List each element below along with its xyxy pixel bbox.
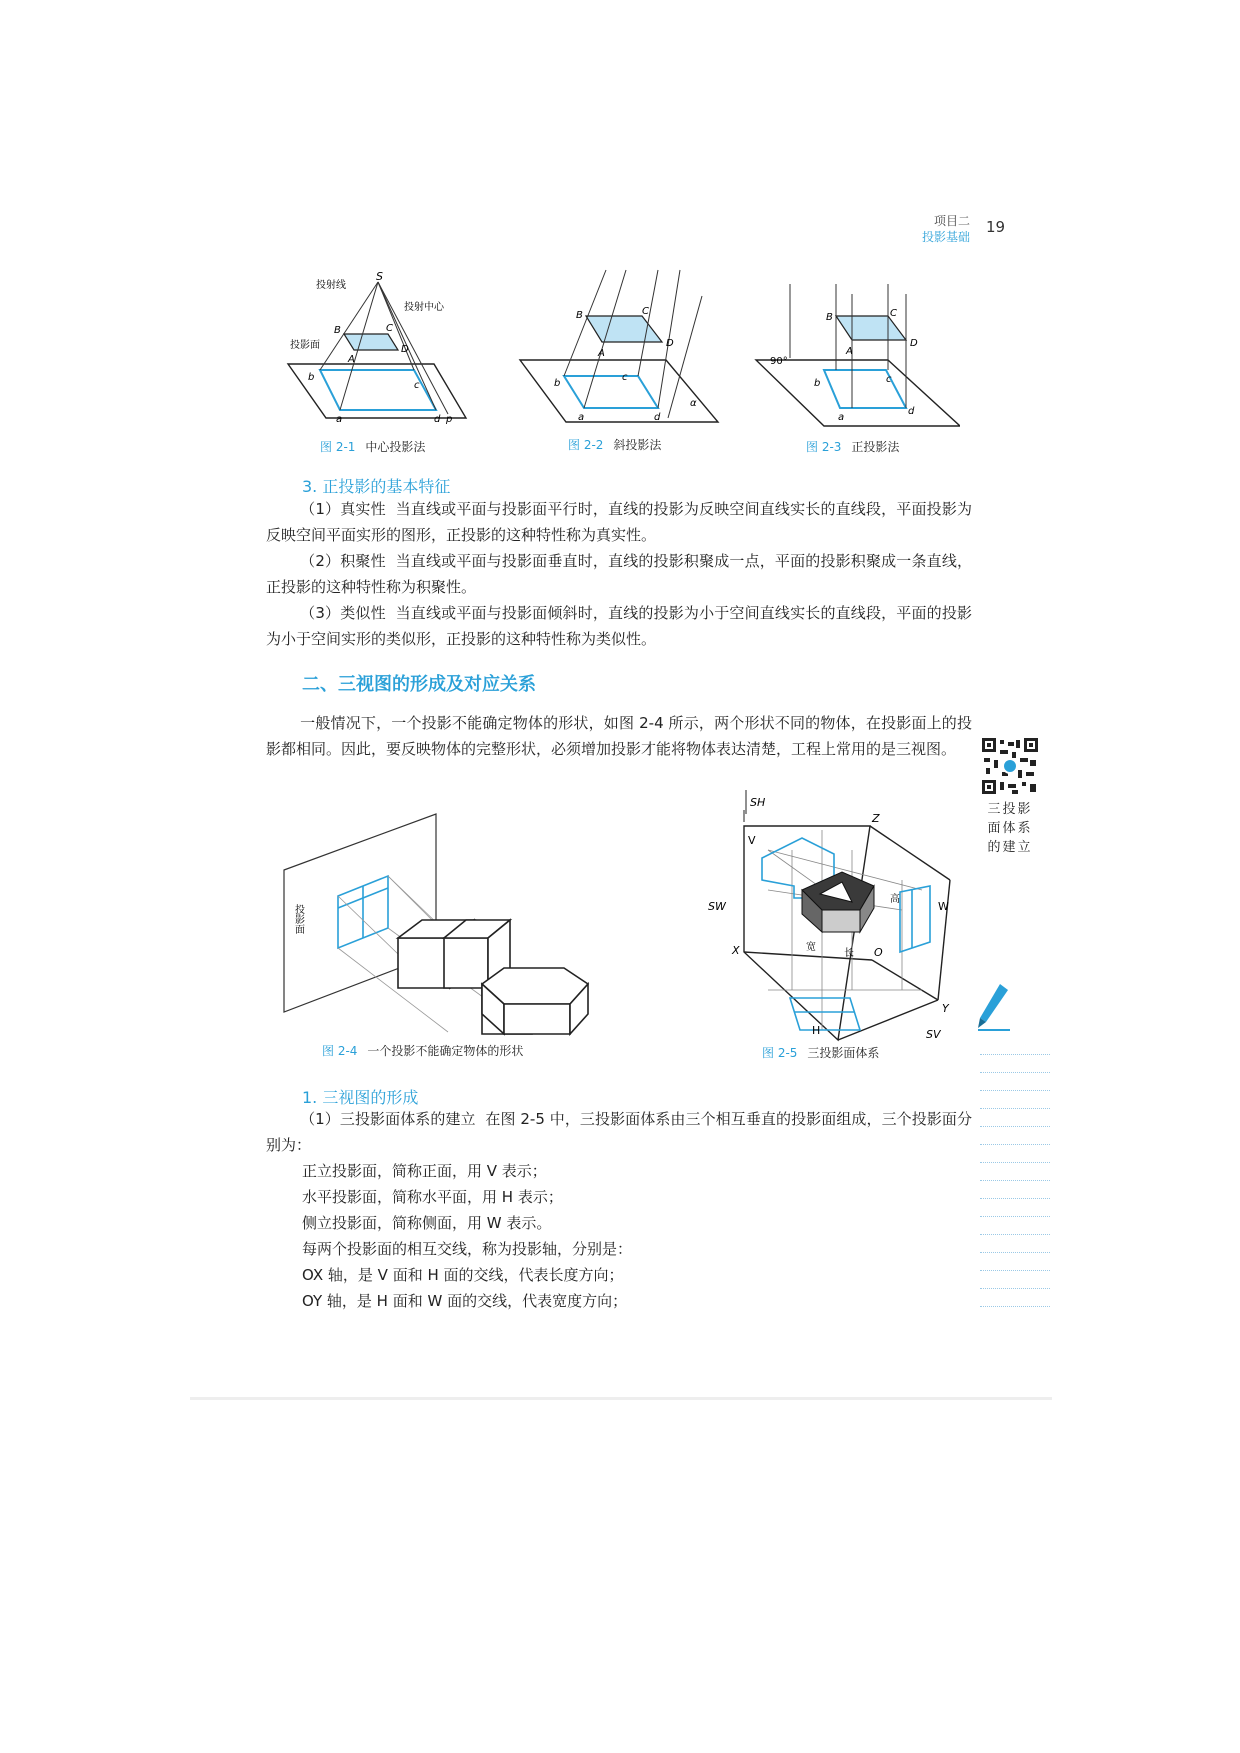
note-line xyxy=(980,1072,1050,1073)
fig2-label-D: D xyxy=(666,338,674,349)
caption-figure-2-5 xyxy=(762,1044,879,1061)
caption-figure-2-4 xyxy=(322,1042,523,1059)
list-item: 侧立投影面，简称侧面，用 W 表示。 xyxy=(302,1214,552,1232)
fig2-label-d: d xyxy=(654,412,661,423)
section-3-title: 3. 正投影的基本特征 xyxy=(302,477,451,496)
header-title: 投影基础 xyxy=(922,230,971,244)
caption-fig1-text: 中心投影法 xyxy=(365,440,426,454)
section-two-intro xyxy=(266,710,972,762)
list-item: OX 轴，是 V 面和 H 面的交线，代表长度方向； xyxy=(302,1266,624,1284)
fig3-label-D: D xyxy=(910,338,918,349)
fig3-label-d: d xyxy=(908,406,915,417)
fig4-plane-label: 投影面 xyxy=(292,904,304,934)
item2-term: （2）积聚性 xyxy=(300,552,386,570)
fig2-label-a: a xyxy=(578,412,585,423)
fig1-label-c: c xyxy=(414,380,420,391)
sub1-item1-text: 在图 2-5 中，三投影面体系由三个相互垂直的投影面组成，三个投影面分别为： xyxy=(266,1110,972,1154)
fig5-label-width: 宽 xyxy=(806,942,816,953)
list-item: 每两个投影面的相互交线，称为投影轴，分别是： xyxy=(302,1240,633,1258)
sub1-item1-term: （1）三投影面体系的建立 xyxy=(300,1110,476,1128)
note-line xyxy=(980,1234,1050,1235)
footer-separator xyxy=(190,1397,1052,1400)
fig3-label-B: B xyxy=(826,312,833,323)
item1-text: 当直线或平面与投影面平行时，直线的投影为反映空间直线实长的直线段，平面投影为反映空间平面实形的图形，正投影的这种特性称为真实性。 xyxy=(266,500,972,544)
caption-fig3-text: 正投影法 xyxy=(851,440,900,454)
list-item: 正立投影面，简称正面，用 V 表示； xyxy=(302,1162,547,1180)
qr-label xyxy=(980,800,1040,857)
fig1-label-B: B xyxy=(334,325,341,336)
boxes xyxy=(398,920,588,1034)
fig1-label-ray: 投射线 xyxy=(316,280,346,291)
caption-fig5-number: 图 2-5 xyxy=(762,1046,798,1060)
fig1-label-d: d xyxy=(434,414,441,425)
fig2-label-B: B xyxy=(576,310,583,321)
item3-term: （3）类似性 xyxy=(300,604,386,622)
item2-text: 当直线或平面与投影面垂直时，直线的投影积聚成一点，平面的投影积聚成一条直线，正投影的这种特性称为积聚性。 xyxy=(266,552,972,596)
fig1-label-plane: 投影面 xyxy=(290,340,320,351)
note-line xyxy=(980,1270,1050,1271)
note-line xyxy=(980,1144,1050,1145)
3d-object xyxy=(802,872,874,932)
fig1-label-A: A xyxy=(348,354,355,365)
figure-2-1 xyxy=(286,268,486,440)
intro-text: 一般情况下，一个投影不能确定物体的形状，如图 2-4 所示，两个形状不同的物体，在投影面上的投影都相同。因此，要反映物体的完整形状，必须增加投影才能将物体表达清楚，工程上常用的是三视图。 xyxy=(266,714,972,758)
fig3-label-a: a xyxy=(838,412,845,423)
section3-item-3 xyxy=(266,600,972,652)
fig2-label-A: A xyxy=(598,348,605,359)
fig2-label-b: b xyxy=(554,378,561,389)
fig3-label-c: c xyxy=(886,374,892,385)
header-project: 项目二 xyxy=(934,214,971,228)
qr-label-line3: 的建立 xyxy=(987,840,1033,855)
note-line xyxy=(980,1108,1050,1109)
fig1-label-p: p xyxy=(446,414,453,425)
note-line xyxy=(980,1126,1050,1127)
fig5-label-O: O xyxy=(874,946,883,959)
page-number: 19 xyxy=(986,218,1006,236)
fig2-label-alpha: α xyxy=(690,398,697,409)
section3-item-1 xyxy=(266,496,972,548)
item3-text: 当直线或平面与投影面倾斜时，直线的投影为小于空间直线实长的直线段，平面的投影为小于空间实形的类似形，正投影的这种特性称为类似性。 xyxy=(266,604,972,648)
fig1-label-D: D xyxy=(401,344,409,355)
fig1-label-a: a xyxy=(336,414,343,425)
caption-figure-2-1 xyxy=(320,438,425,455)
caption-figure-2-2 xyxy=(568,436,661,453)
note-line xyxy=(980,1198,1050,1199)
section-two-title: 二、三视图的形成及对应关系 xyxy=(302,674,536,695)
caption-fig2-number: 图 2-2 xyxy=(568,438,604,452)
figure-2-2 xyxy=(518,268,724,428)
subsection-1-title: 1. 三视图的形成 xyxy=(302,1088,419,1107)
fig5-label-height: 高 xyxy=(890,894,900,905)
note-line xyxy=(980,1054,1050,1055)
caption-fig5-text: 三投影面体系 xyxy=(807,1046,880,1060)
fig3-label-angle: 90° xyxy=(770,356,788,367)
fig5-label-X: X xyxy=(732,944,740,957)
note-line xyxy=(980,1162,1050,1163)
caption-fig3-number: 图 2-3 xyxy=(806,440,842,454)
figure-2-5 xyxy=(702,790,960,1050)
fig2-label-C: C xyxy=(642,306,649,317)
fig2-label-c: c xyxy=(622,372,628,383)
note-line xyxy=(980,1216,1050,1217)
note-line xyxy=(980,1288,1050,1289)
fig5-label-length: 长 xyxy=(844,948,854,959)
list-item: OY 轴，是 H 面和 W 面的交线，代表宽度方向； xyxy=(302,1292,628,1310)
fig1-label-b: b xyxy=(308,372,315,383)
fig5-label-SV: SV xyxy=(926,1028,941,1041)
caption-fig4-number: 图 2-4 xyxy=(322,1044,358,1058)
fig5-label-SW: SW xyxy=(708,900,726,913)
fig5-label-Y: Y xyxy=(942,1002,949,1015)
caption-fig1-number: 图 2-1 xyxy=(320,440,356,454)
figure-2-3 xyxy=(754,282,960,430)
fig1-label-center: 投射中心 xyxy=(404,302,444,313)
fig3-label-C: C xyxy=(890,308,897,319)
fig5-label-H: H xyxy=(812,1024,821,1037)
list-item: 水平投影面，简称水平面，用 H 表示； xyxy=(302,1188,563,1206)
section3-item-2 xyxy=(266,548,972,600)
qr-code[interactable] xyxy=(982,738,1038,794)
fig3-label-b: b xyxy=(814,378,821,389)
caption-figure-2-3 xyxy=(806,438,899,455)
fig3-label-A: A xyxy=(846,346,853,357)
fig5-label-SH: SH xyxy=(750,796,766,809)
fig5-label-Z: Z xyxy=(872,812,880,825)
item1-term: （1）真实性 xyxy=(300,500,386,518)
note-line xyxy=(980,1180,1050,1181)
qr-label-line2: 面体系 xyxy=(987,821,1033,836)
pen-icon xyxy=(976,982,1012,1032)
qr-label-line1: 三投影 xyxy=(987,802,1033,817)
fig1-label-S: S xyxy=(376,270,383,283)
fig1-label-C: C xyxy=(386,323,393,334)
fig5-label-W: W xyxy=(938,900,949,913)
caption-fig4-text: 一个投影不能确定物体的形状 xyxy=(367,1044,524,1058)
note-line xyxy=(980,1090,1050,1091)
caption-fig2-text: 斜投影法 xyxy=(613,438,662,452)
note-line xyxy=(980,1252,1050,1253)
fig5-label-V: V xyxy=(748,834,756,847)
note-line xyxy=(980,1306,1050,1307)
subsection1-item1 xyxy=(266,1106,972,1158)
figure-2-4 xyxy=(278,808,598,1040)
